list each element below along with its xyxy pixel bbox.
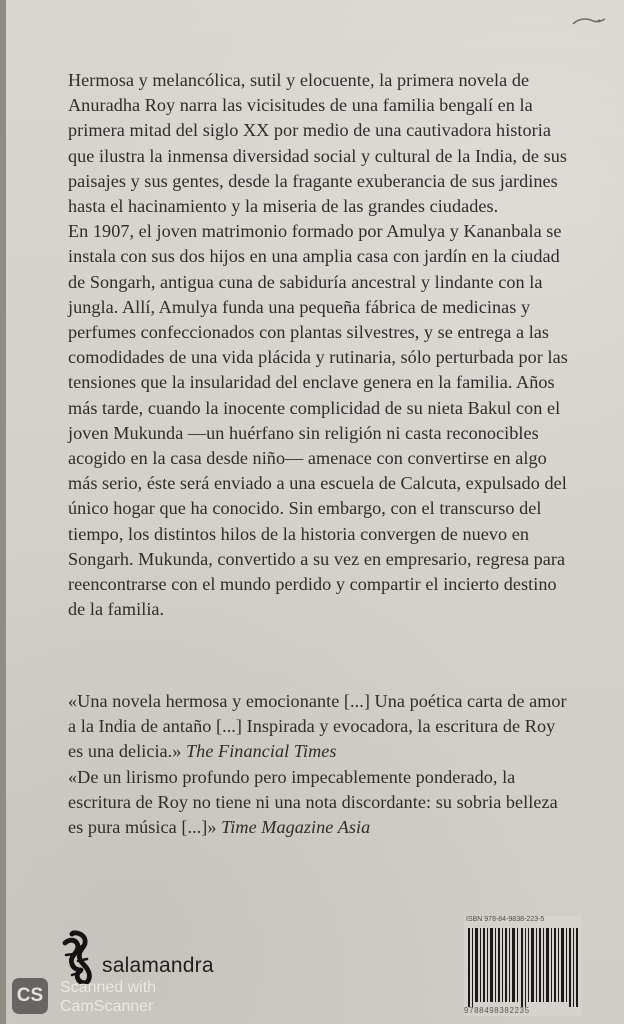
quote-text: «Una novela hermosa y emocionante [...] Una poética carta de amor a la India de antaño [...] Inspirada y evocadora, la escritura de Roy es una delicia.» [68,691,567,762]
quote-text: «De un lirismo profundo pero impecablemente ponderado, la escritura de Roy no tiene ni una nota discordante: su sobria belleza es pura música [...]» [68,766,558,838]
synopsis-paragraph-1: Hermosa y melancólica, sutil y elocuente, la primera novela de Anuradha Roy narra las vicisitudes de una familia bengalí en la primera mitad del siglo XX por medio de una cautivadora historia que ilustra la inmensa diversidad social y cultural de la India, de sus paisajes y sus gentes, desde la fragante exuberancia de sus jardines hasta el hacinamiento y la miseria de las grandes ciudades. [68,70,568,217]
camscanner-badge: CS [12,978,48,1014]
quote-source: Time Magazine Asia [221,817,371,838]
publisher-name: salamandra [102,954,214,977]
press-quotes [68,689,574,840]
corner-mark-icon [572,16,606,26]
publisher-logo [60,930,235,984]
scanner-watermark [12,978,182,1018]
barcode-icon [468,928,578,1007]
salamander-logo-icon [60,930,100,984]
quote-source: The Financial Times [186,741,337,762]
quote-time-magazine [68,765,574,841]
watermark-line-2: CamScanner [60,998,154,1015]
isbn-label: ISBN 978-84-9838-223-5 [466,916,545,923]
barcode-number: 9788498382235 [464,1006,530,1015]
watermark-line-1: Scanned with [60,979,157,996]
quote-financial-times [68,689,574,765]
synopsis-paragraph-2: En 1907, el joven matrimonio formado por Amulya y Kananbala se instala con sus dos hijos en una amplia casa con jardín en la ciudad de Songarh, antigua cuna de sabiduría ancestral y lindante con la jungla. Allí, Amulya funda una pequeña fábrica de medicinas y perfumes confeccionados con plantas silvestres, y se entrega a las comodidades de una vida plácida y rutinaria, sólo perturbada por las tensiones que la insularidad del enclave genera en la familia. Años más tarde, cuando la inocente complicidad de su nieta Bakul con el joven Mukunda —un huérfano sin religión ni casta reconocibles acogido en la casa desde niño— amenace con convertirse en algo más serio, éste será enviado a una escuela de Calcuta, expulsado del único hogar que ha conocido. Sin embargo, con el transcurso del tiempo, los distintos hilos de la historia convergen de nuevo en Songarh. Mukunda, convertido a su vez en empresario, regresa para reencontrarse con el mundo perdido y compartir el incierto destino de la familia. [68,221,568,620]
isbn-barcode [464,916,582,1016]
book-synopsis [68,68,574,622]
